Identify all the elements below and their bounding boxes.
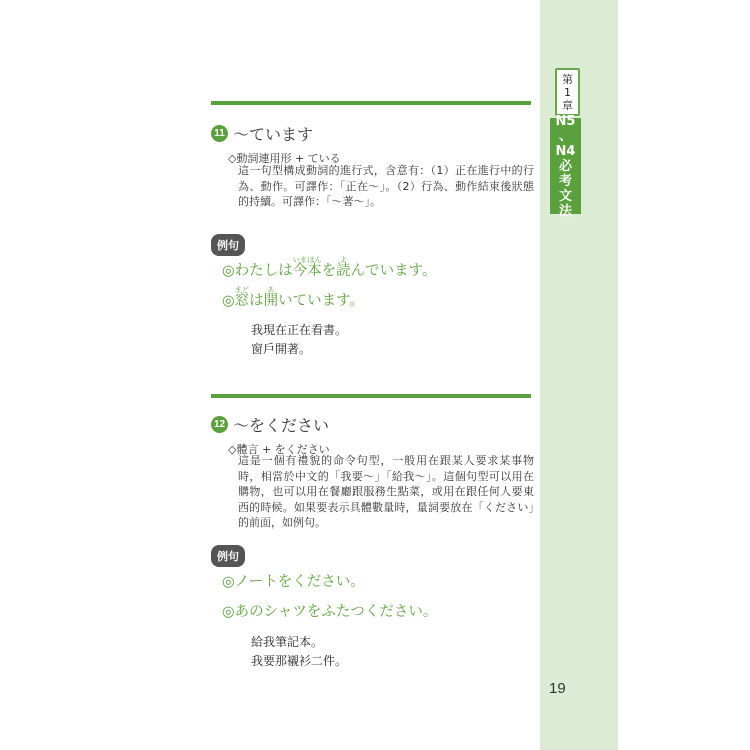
page-number: 19 xyxy=(549,680,566,697)
chapter-title-char: N4 xyxy=(555,143,576,159)
example-label: 例句 xyxy=(211,234,245,256)
section-number-badge: 11 xyxy=(211,125,228,142)
section-title: ～ています xyxy=(233,125,314,144)
chapter-number-box xyxy=(555,68,580,116)
sentence-part: んでいます。 xyxy=(350,263,437,279)
section-title: ～をください xyxy=(233,416,330,435)
ruby-reading: いまほん xyxy=(292,256,322,264)
translation-line: 給我筆記本。 xyxy=(251,635,324,649)
sentence-ruby xyxy=(292,256,322,279)
ruby-reading: よ xyxy=(336,256,351,264)
grammar-pattern: ◇體言 + をください xyxy=(228,443,330,456)
section-heading xyxy=(211,122,313,145)
example-sentence: ◎ノートをください。 xyxy=(222,574,365,590)
sentence-part: は xyxy=(249,293,264,309)
chapter-title-char: N5 xyxy=(555,113,576,129)
section-heading xyxy=(211,413,329,436)
chapter-title-char: 必 xyxy=(558,158,572,174)
chapter-char: 1 xyxy=(564,86,571,99)
ruby-reading: あ xyxy=(263,286,279,294)
sentence-part: ◎わたしは xyxy=(222,263,293,279)
chapter-char: 章 xyxy=(562,99,573,112)
example-sentence xyxy=(222,286,364,310)
grammar-description: 這一句型構成動詞的進行式，含意有：（1）正在進行中的行為、動作。可譯作：「正在～」。（2）行為、動作結束後狀態的持續。可譯作：「～著～」。 xyxy=(238,164,534,208)
section-divider xyxy=(211,394,531,398)
chapter-title-char: 法 xyxy=(558,203,572,219)
chapter-char: 第 xyxy=(562,73,573,86)
ruby-base: 読 xyxy=(336,263,351,279)
sentence-ruby xyxy=(336,256,351,279)
ruby-base: 開 xyxy=(263,293,279,309)
section-number-badge: 12 xyxy=(211,416,228,433)
example-sentence: ◎あのシャツをふたつください。 xyxy=(222,604,438,620)
chapter-title-char: 文 xyxy=(558,188,572,204)
ruby-base: 窓 xyxy=(234,293,250,309)
sentence-part: ◎ xyxy=(222,293,235,309)
chapter-title-tab xyxy=(550,113,581,219)
sentence-part: いています。 xyxy=(278,293,364,309)
chapter-title-char: 、 xyxy=(558,128,572,144)
translation-line: 我要那襯衫二件。 xyxy=(251,654,348,668)
sentence-ruby xyxy=(263,286,279,309)
translation-line: 我現在正在看書。 xyxy=(251,323,348,337)
translation-line: 窗戶開著。 xyxy=(251,342,312,356)
ruby-base: 今本 xyxy=(292,263,322,279)
grammar-pattern: ◇動詞連用形 + ている xyxy=(228,152,341,165)
example-label: 例句 xyxy=(211,545,245,567)
chapter-title-char: 考 xyxy=(558,173,572,189)
example-sentence xyxy=(222,256,437,280)
section-divider xyxy=(211,101,531,105)
grammar-description: 這是一個有禮貌的命令句型，一般用在跟某人要求某事物時，相當於中文的「我要～」「給我～」。這個句型可以用在購物，也可以用在餐廳跟服務生點菜，或用在跟任何人要東西的時候。如果要表示具體數量時，量詞要放在「ください」的前面，如例句。 xyxy=(238,454,534,529)
sentence-part: を xyxy=(321,263,337,279)
ruby-reading: まど xyxy=(234,286,250,294)
sentence-ruby xyxy=(234,286,250,309)
